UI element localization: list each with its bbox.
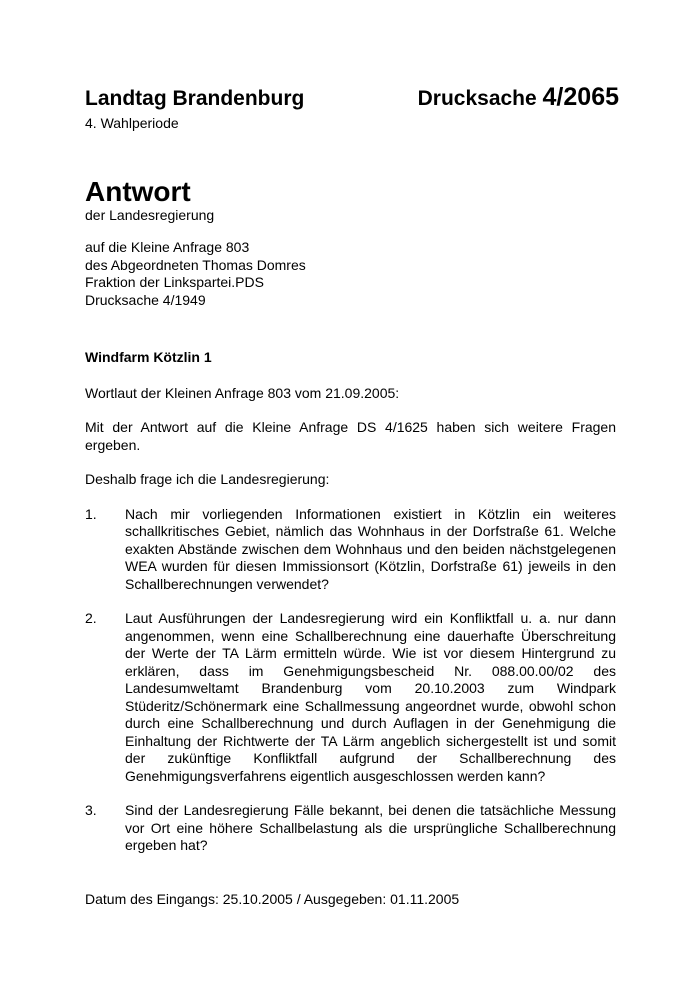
question-text: Laut Ausführungen der Landesregierung wird ein Konfliktfall u. a. nur dann angenommen, wenn eine Schallberechnung eine dauerhafte Überschreitung der Werte der TA Lärm ermitteln würde. Wie ist vor diesem Hintergrund zu erklären, dass im Genehmigungsbescheid Nr. 088.00.00/02 des Landesumweltamt Brandenburg vom 20.10.2003 zum Windpark Stüderitz/Schönermark eine Schallmessung angeordnet wurde, obwohl schon durch eine Schallberechnung und durch Auflagen in der Genehmigung die Einhaltung der Richtwerte der TA Lärm angeblich sichergestellt ist und somit der zukünftige Konfliktfall aufgrund der Schallberechnung des Genehmigungsverfahrens eigentlich ausgeschlossen werden kann? [125,610,616,784]
question-item [85,802,616,855]
question-number: 3. [85,802,97,818]
document-type-title: Antwort [85,176,191,207]
drucksache-number: 4/2065 [542,83,619,111]
question-item [85,610,616,785]
subject-heading: Windfarm Kötzlin 1 [85,349,212,365]
reference-line: Fraktion der Linkspartei.PDS [85,274,264,290]
reference-line: Drucksache 4/1949 [85,291,206,308]
question-text: Nach mir vorliegenden Informationen existiert in Kötzlin ein weiteres schallkritisches Gebiet, nämlich das Wohnhaus in der Dorfstraße 61. Welche exakten Abstände zwischen dem Wohnhaus und den beiden nächstgelegenen WEA wurden für diesen Immissionsort (Kötzlin, Dorfstraße 61) jeweils in den Schallberechnungen verwendet? [125,505,616,592]
parliament-name: Landtag Brandenburg [85,87,305,110]
document-body [85,349,616,872]
question-number: 1. [85,505,97,522]
context-paragraph: Mit der Antwort auf die Kleine Anfrage DS 4/1625 haben sich weitere Fragen ergeben. [85,419,616,453]
document-header [85,84,619,112]
inquiry-reference [85,239,306,309]
drucksache-label: Drucksache [417,87,543,110]
question-number: 2. [85,610,97,626]
document-type-subtitle: der Landesregierung [85,207,215,223]
question-text: Sind der Landesregierung Fälle bekannt, bei denen die tatsächliche Messung vor Ort eine höhere Schallbelastung als die ursprüngliche Schallberechnung ergeben hat? [125,802,616,853]
receipt-date-line: Datum des Eingangs: 25.10.2005 / Ausgegeben: 01.11.2005 [85,891,460,907]
inquiry-intro: Wortlaut der Kleinen Anfrage 803 vom 21.09.2005: [85,384,400,401]
reference-line: auf die Kleine Anfrage 803 [85,239,250,255]
reference-line: des Abgeordneten Thomas Domres [85,256,306,273]
lead-paragraph: Deshalb frage ich die Landesregierung: [85,471,330,487]
question-item [85,506,616,594]
legislative-period: 4. Wahlperiode [85,115,179,131]
drucksache-id [418,84,619,112]
